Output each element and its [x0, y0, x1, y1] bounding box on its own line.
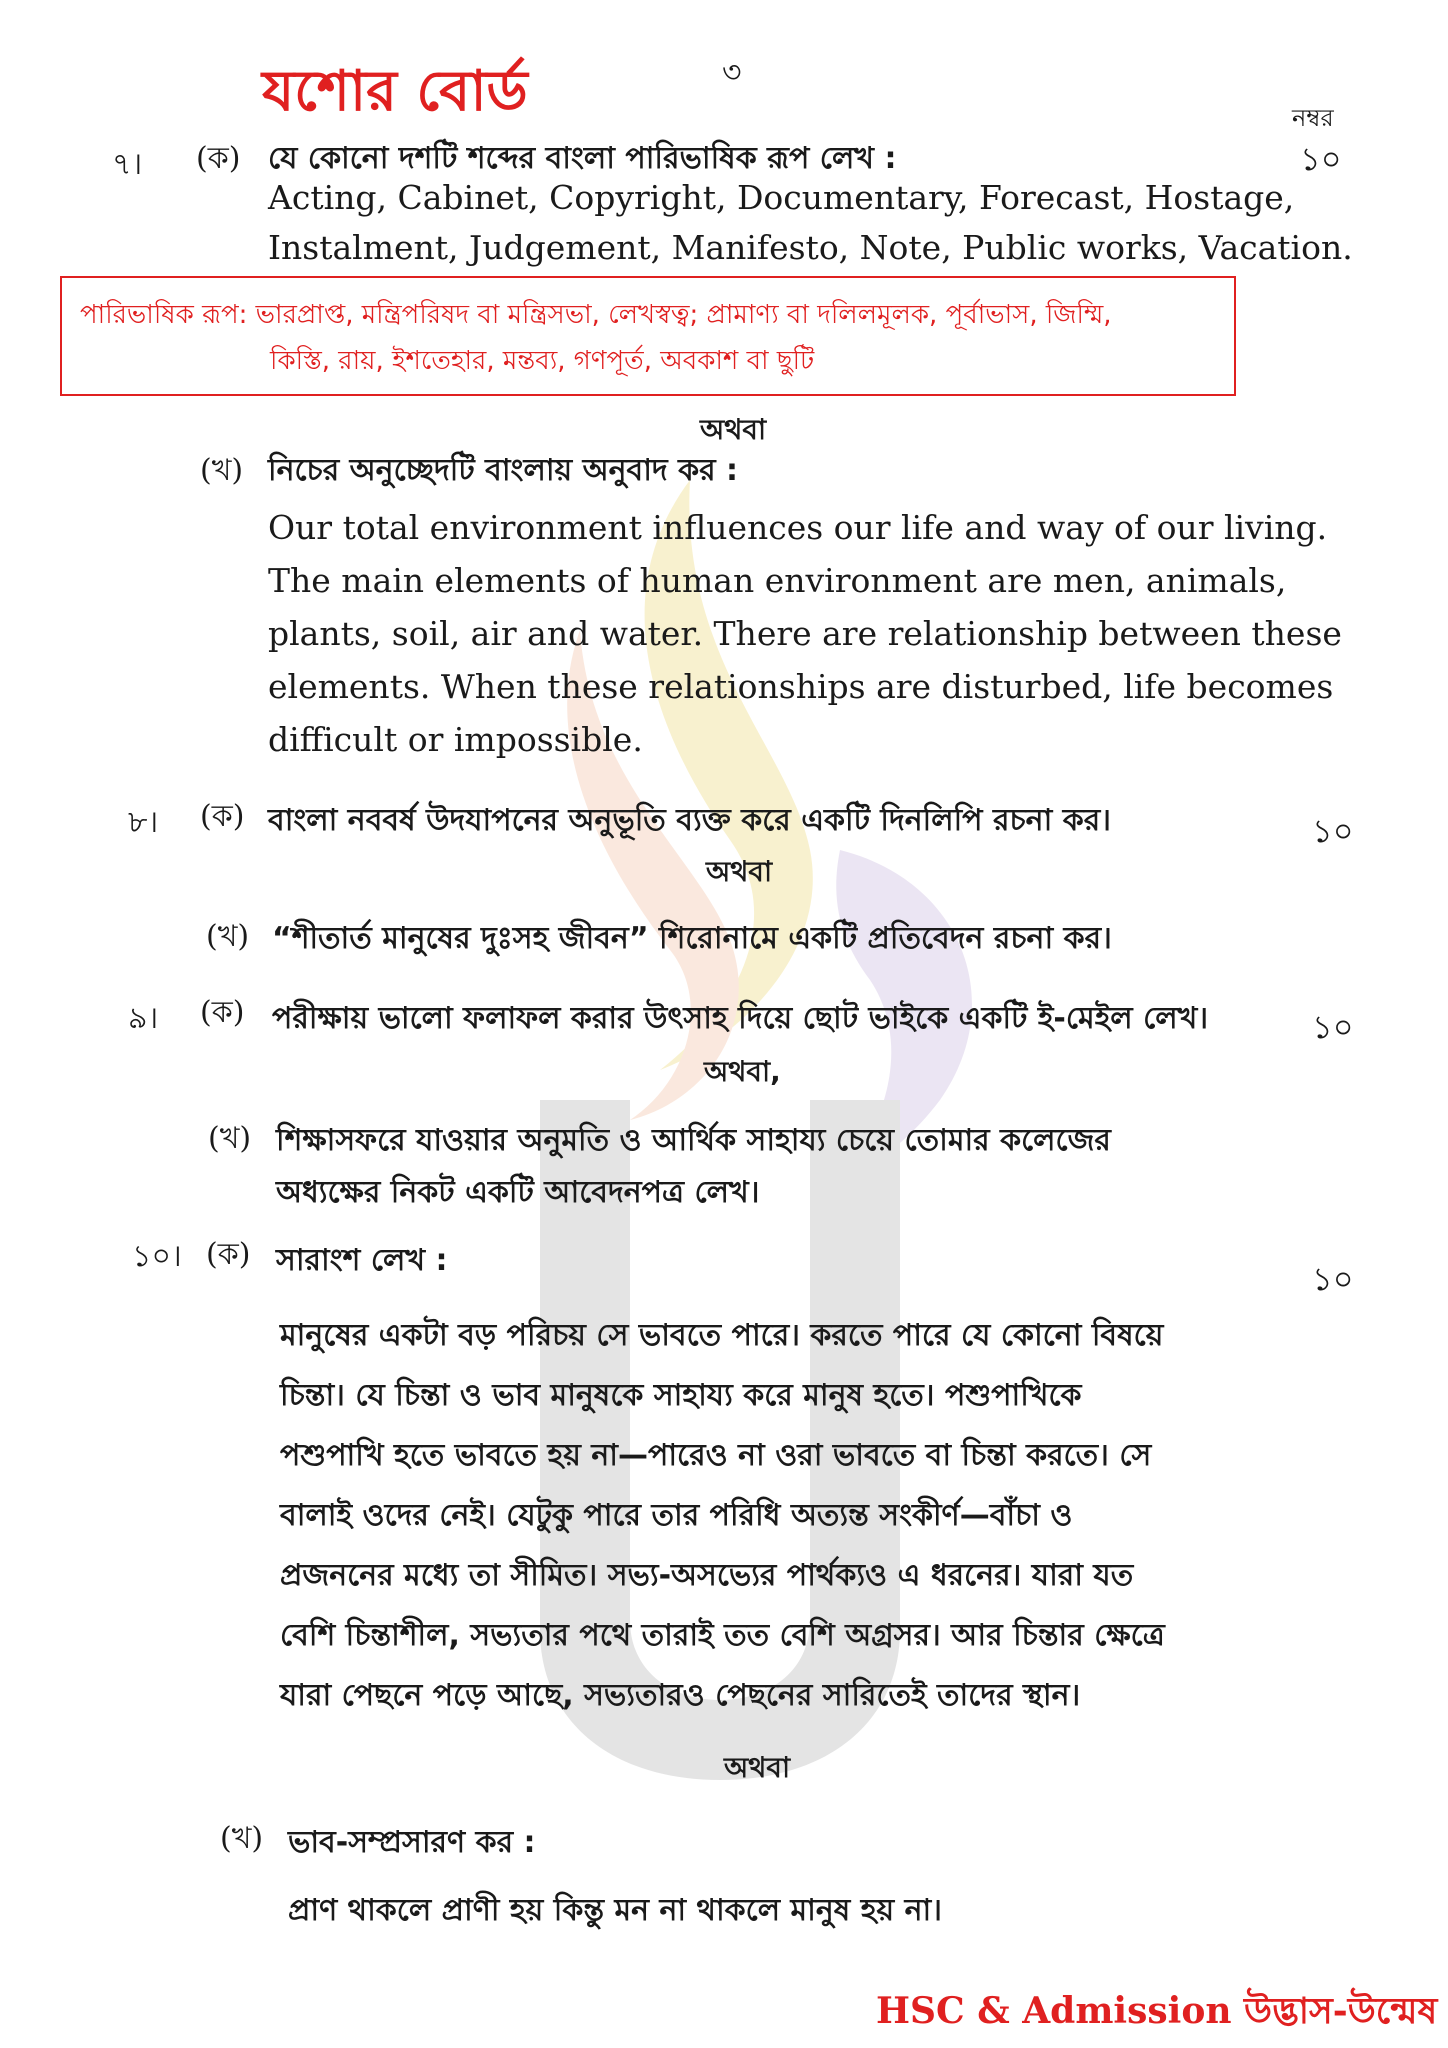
q7-marks: ১০: [1300, 140, 1342, 178]
q10-passage-line: মানুষের একটা বড় পরিচয় সে ভাবতে পারে। করতে পারে যে কোনো বিষয়ে: [280, 1318, 1164, 1353]
q10-passage-line: বেশি চিন্তাশীল, সভ্যতার পথে তারাই তত বেশি অগ্রসর। আর চিন্তার ক্ষেত্রে: [280, 1618, 1165, 1653]
q9-a-label: (ক): [200, 995, 245, 1030]
q8-a-label: (ক): [200, 799, 245, 834]
q7-or: অথবা: [700, 413, 767, 446]
q10-number: ১০।: [132, 1239, 182, 1274]
q10-or: অথবা: [724, 1751, 791, 1784]
q9-b-label: (খ): [208, 1121, 252, 1156]
q9-marks: ১০: [1312, 1008, 1354, 1046]
q7-b-label: (খ): [200, 453, 244, 488]
q8-number: ৮।: [128, 805, 159, 840]
q8-b-label: (খ): [206, 919, 250, 954]
q10-passage-line: বালাই ওদের নেই। যেটুকু পারে তার পরিধি অত্যন্ত সংকীর্ণ—বাঁচা ও: [280, 1498, 1073, 1533]
q10-a-text: সারাংশ লেখ :: [276, 1243, 448, 1278]
q9-b-line1: শিক্ষাসফরে যাওয়ার অনুমতি ও আর্থিক সাহায্য চেয়ে তোমার কলেজের: [276, 1123, 1111, 1158]
q7-words-line2: Instalment, Judgement, Manifesto, Note, Public works, Vacation.: [268, 228, 1353, 267]
board-title: যশোর বোর্ড: [262, 59, 528, 124]
q10-passage-line: পশুপাখি হতে ভাবতে হয় না—পারেও না ওরা ভাবতে বা চিন্তা করতে। সে: [280, 1438, 1152, 1473]
page-number: ৩: [722, 55, 742, 90]
q7-a-label: (ক): [196, 141, 241, 176]
q7-a-text: যে কোনো দশটি শব্দের বাংলা পারিভাষিক রূপ লেখ :: [268, 141, 897, 176]
q7-passage-line: difficult or impossible.: [268, 720, 643, 759]
q10-a-label: (ক): [206, 1237, 251, 1272]
footer-brand: HSC & Admission উদ্ভাস-উন্মেষ: [876, 1990, 1438, 2032]
q7-passage-line: elements. When these relationships are disturbed, life becomes: [268, 667, 1334, 706]
q7-passage-line: plants, soil, air and water. There are relationship between these: [268, 614, 1342, 653]
q7-number: ৭।: [112, 147, 143, 182]
q10-marks: ১০: [1312, 1260, 1354, 1298]
answer-line2: কিস্তি, রায়, ইশতেহার, মন্তব্য, গণপূর্ত, অবকাশ বা ছুটি: [270, 346, 815, 376]
q7-words-line1: Acting, Cabinet, Copyright, Documentary, Forecast, Hostage,: [268, 178, 1295, 217]
q10-b-label: (খ): [220, 1821, 264, 1856]
q8-or: অথবা: [706, 855, 773, 888]
q7-passage-line: The main elements of human environment are men, animals,: [268, 561, 1287, 600]
q9-number: ৯।: [128, 1001, 159, 1036]
q7-b-text: নিচের অনুচ্ছেদটি বাংলায় অনুবাদ কর :: [268, 453, 739, 488]
q9-or: অথবা,: [704, 1055, 781, 1088]
q8-b-text: “শীতার্ত মানুষের দুঃসহ জীবন” শিরোনামে একটি প্রতিবেদন রচনা কর।: [272, 921, 1112, 956]
q8-marks: ১০: [1312, 812, 1354, 850]
q10-passage-line: প্রজননের মধ্যে তা সীমিত। সভ্য-অসভ্যের পার্থক্যও এ ধরনের। যারা যত: [280, 1558, 1134, 1593]
answer-line1: পারিভাষিক রূপ: ভারপ্রাপ্ত, মন্ত্রিপরিষদ বা মন্ত্রিসভা, লেখস্বত্ব; প্রামাণ্য বা দলিলমূলক, পূর্বাভাস, জিম্মি,: [80, 300, 1112, 330]
q10-passage-line: চিন্তা। যে চিন্তা ও ভাব মানুষকে সাহায্য করে মানুষ হতে। পশুপাখিকে: [280, 1378, 1082, 1413]
q7-passage-line: Our total environment influences our life and way of our living.: [268, 508, 1328, 547]
q10-b-text: ভাব-সম্প্রসারণ কর :: [288, 1825, 536, 1860]
q9-a-text: পরীক্ষায় ভালো ফলাফল করার উৎসাহ দিয়ে ছোট ভাইকে একটি ই-মেইল লেখ।: [272, 1001, 1209, 1036]
marks-column-header: নম্বর: [1292, 104, 1334, 132]
q10-b-quote: প্রাণ থাকলে প্রাণী হয় কিন্তু মন না থাকলে মানুষ হয় না।: [288, 1893, 942, 1928]
q10-passage-line: যারা পেছনে পড়ে আছে, সভ্যতারও পেছনের সারিতেই তাদের স্থান।: [280, 1678, 1081, 1713]
q9-b-line2: অধ্যক্ষের নিকট একটি আবেদনপত্র লেখ।: [276, 1175, 760, 1210]
q8-a-text: বাংলা নববর্ষ উদযাপনের অনুভূতি ব্যক্ত করে একটি দিনলিপি রচনা কর।: [268, 803, 1111, 838]
